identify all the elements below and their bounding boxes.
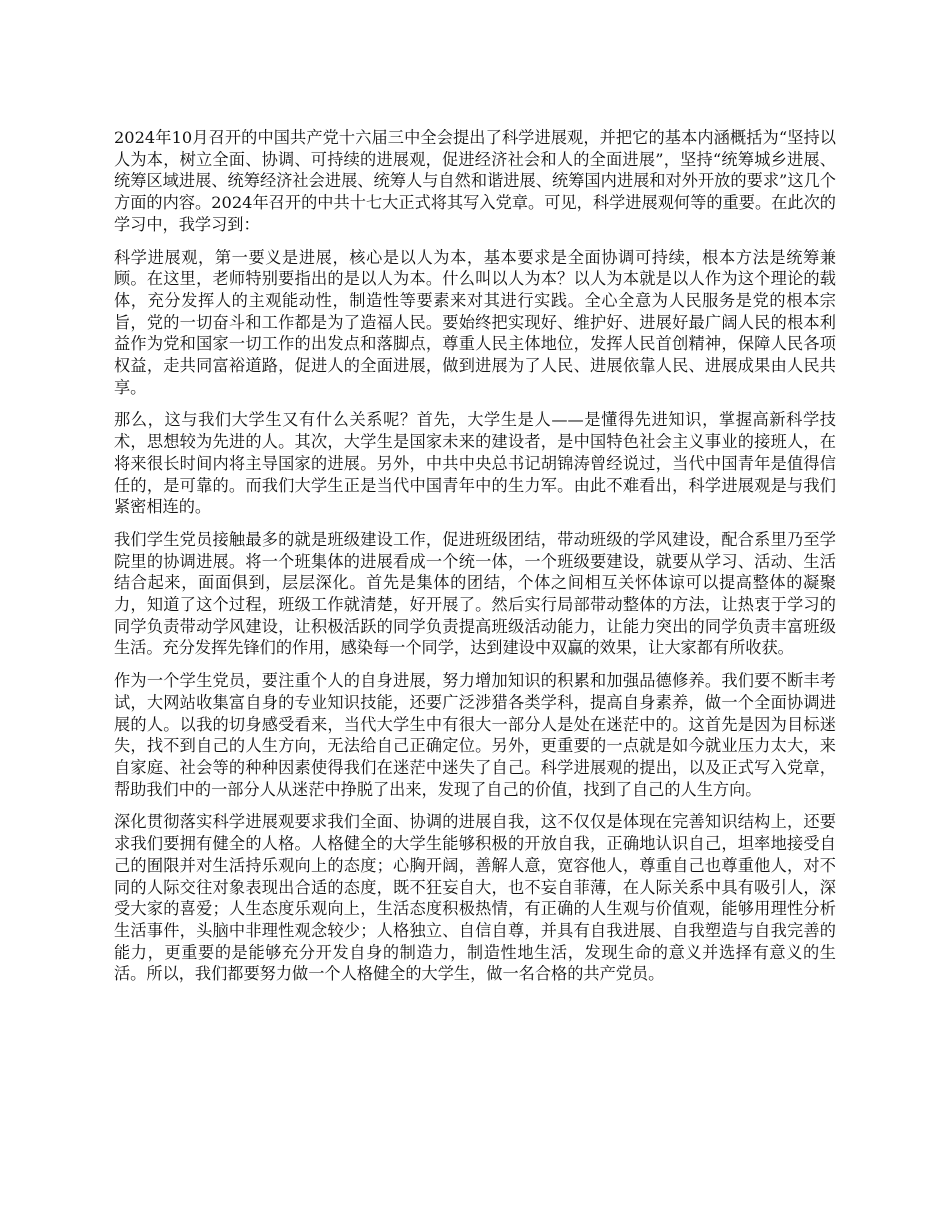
paragraph-scientific-outlook: 科学进展观，第一要义是进展，核心是以人为本，基本要求是全面协调可持续，根本方法是统筹兼顾。在这里，老师特别要指出的是以人为本。什么叫以人为本？以人为本就是以人作为这个理论的载体，充分发挥人的主观能动性，制造性等要素来对其进行实践。全心全意为人民服务是党的根本宗旨，党的一切奋斗和工作都是为了造福人民。要始终把实现好、维护好、进展好最广阔人民的根本利益作为党和国家一切工作的出发点和落脚点，尊重人民主体地位，发挥人民首创精神，保障人民各项权益，走共同富裕道路，促进人的全面进展，做到进展为了人民、进展依靠人民、进展成果由人民共享。: [114, 247, 836, 397]
paragraph-college-students: 那么，这与我们大学生又有什么关系呢？首先，大学生是人——是懂得先进知识，掌握高新科学技术，思想较为先进的人。其次，大学生是国家未来的建设者，是中国特色社会主义事业的接班人，在将来很长时间内将主导国家的进展。另外，中共中央总书记胡锦涛曾经说过，当代中国青年是值得信任的，是可靠的。而我们大学生正是当代中国青年中的生力军。由此不难看出，科学进展观是与我们紧密相连的。: [114, 410, 836, 517]
paragraph-intro: 2024年10月召开的中国共产党十六届三中全会提出了科学进展观，并把它的基本内涵概括为“坚持以人为本，树立全面、协调、可持续的进展观，促进经济社会和人的全面进展”，坚持“统筹城乡进展、统筹区域进展、统筹经济社会进展、统筹人与自然和谐进展、统筹国内进展和对外开放的要求”这几个方面的内容。2024年召开的中共十七大正式将其写入党章。可见，科学进展观何等的重要。在此次的学习中，我学习到：: [114, 128, 836, 234]
paragraph-personal-development: 作为一个学生党员，要注重个人的自身进展，努力增加知识的积累和加强品德修养。我们要不断丰考试，大网站收集富自身的专业知识技能，还要广泛涉猎各类学科，提高自身素养，做一个全面协调进展的人。以我的切身感受看来，当代大学生中有很大一部分人是处在迷茫中的。这首先是因为目标迷失，找不到自己的人生方向，无法给自己正确定位。另外，更重要的一点就是如今就业压力太大，来自家庭、社会等的种种因素使得我们在迷茫中迷失了自己。科学进展观的提出，以及正式写入党章，帮助我们中的一部分人从迷茫中挣脱了出来，发现了自己的价值，找到了自己的人生方向。: [114, 671, 836, 799]
paragraph-class-building: 我们学生党员接触最多的就是班级建设工作，促进班级团结，带动班级的学风建设，配合系里乃至学院里的协调进展。将一个班集体的进展看成一个统一体，一个班级要建设，就要从学习、活动、生活结合起来，面面俱到，层层深化。首先是集体的团结，个体之间相互关怀体谅可以提高整体的凝聚力，知道了这个过程，班级工作就清楚，好开展了。然后实行局部带动整体的方法，让热衷于学习的同学负责带动学风建设，让积极活跃的同学负责提高班级活动能力，让能力突出的同学负责丰富班级生活。充分发挥先锋们的作用，感染每一个同学，达到建设中双赢的效果，让大家都有所收获。: [114, 529, 836, 658]
paragraph-healthy-personality: 深化贯彻落实科学进展观要求我们全面、协调的进展自我，这不仅仅是体现在完善知识结构上，还要求我们要拥有健全的人格。人格健全的大学生能够积极的开放自我，正确地认识自己，坦率地接受自己的囿限并对生活持乐观向上的态度；心胸开阔，善解人意，宽容他人，尊重自己也尊重他人，对不同的人际交往对象表现出合适的态度，既不狂妄自大，也不妄自菲薄，在人际关系中具有吸引人，深受大家的喜爱；人生态度乐观向上，生活态度积极热情，有正确的人生观与价值观，能够用理性分析生活事件，头脑中非理性观念较少；人格独立、自信自尊，并具有自我进展、自我塑造与自我完善的能力，更重要的是能够充分开发自身的制造力，制造性地生活，发现生命的意义并选择有意义的生活。所以，我们都要努力做一个人格健全的大学生，做一名合格的共产党员。: [114, 812, 836, 984]
document-body: [114, 127, 836, 996]
